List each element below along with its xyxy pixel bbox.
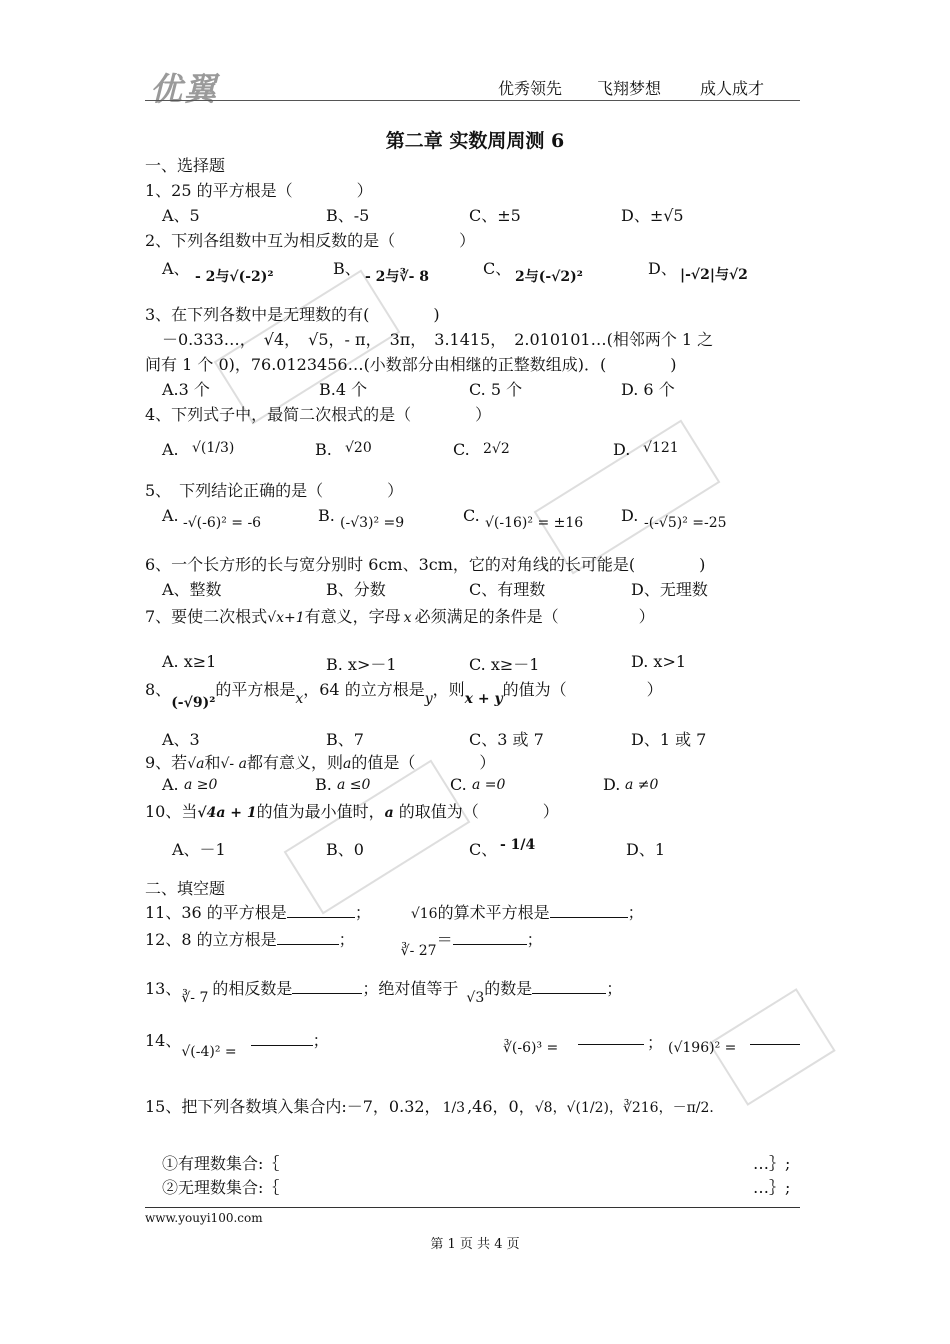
q14-part2: ； — [312, 1031, 329, 1050]
q4-option-b-math: √20 — [345, 440, 372, 456]
irrational-set-end: …｝; — [753, 1178, 791, 1197]
q14-math2: ∛(-6)³ = — [503, 1040, 559, 1056]
motto-2: 飞翔梦想 — [597, 79, 662, 98]
footer-url[interactable]: www.youyi100.com — [145, 1211, 263, 1225]
q9-option-c-math: a =0 — [472, 777, 506, 793]
q9-part4: 的值是（ ） — [351, 753, 496, 772]
q12-blank1[interactable] — [277, 930, 339, 945]
page-number: 第 1 页 共 4 页 — [430, 1237, 520, 1252]
q3-option-d[interactable]: D. 6 个 — [621, 380, 675, 399]
q12-blank2[interactable] — [453, 930, 527, 945]
q8-option-d[interactable]: D、1 或 7 — [631, 730, 707, 749]
q10-option-b[interactable]: B、0 — [326, 840, 364, 859]
q5-option-a-math: -√(-6)² = -6 — [183, 515, 262, 531]
q9-math3: a — [342, 756, 352, 772]
q10-option-c[interactable]: C、 — [469, 840, 498, 859]
q14-math3: (√196)² = — [668, 1040, 737, 1056]
q4-option-a[interactable]: A. — [162, 440, 179, 459]
q14-part3: ； — [647, 1033, 664, 1052]
q8-option-c[interactable]: C、3 或 7 — [469, 730, 544, 749]
q9-option-b[interactable]: B. — [315, 775, 332, 794]
q14 — [145, 1028, 329, 1060]
q10-option-d[interactable]: D、1 — [626, 840, 666, 859]
q9-math1: √a — [187, 756, 205, 772]
q9-option-a[interactable]: A. — [162, 775, 179, 794]
q4-option-b[interactable]: B. — [315, 440, 332, 459]
q13-part5: ； — [606, 979, 623, 998]
q5-option-d[interactable]: D. — [621, 506, 639, 525]
q14-blank2[interactable] — [578, 1030, 644, 1045]
q6-option-c[interactable]: C、有理数 — [469, 580, 546, 599]
q10-math2: a — [384, 805, 394, 821]
motto-3: 成人成才 — [700, 79, 765, 98]
q3-option-c[interactable]: C. 5 个 — [469, 380, 523, 399]
q2-option-b[interactable]: B、 — [333, 259, 361, 278]
q8-stem — [145, 677, 663, 711]
q7-stem-part1: 7、要使二次根式 — [145, 607, 268, 626]
q12-part3: ＝ — [436, 930, 453, 949]
q9-part3: 都有意义，则 — [246, 753, 343, 772]
q8-part3: ，64 的立方根是 — [303, 680, 425, 699]
q7-stem-x: x — [403, 610, 412, 626]
q15-math1: 1/3 — [442, 1100, 466, 1116]
q11-part4: ； — [627, 903, 644, 922]
q1-stem: 1、25 的平方根是（ ） — [145, 181, 373, 200]
q4-stem: 4、下列式子中，最简二次根式的是（ ） — [145, 405, 492, 424]
irrational-set-label: ②无理数集合:｛ — [162, 1178, 280, 1197]
q5-option-b[interactable]: B. — [318, 506, 335, 525]
q2-option-c[interactable]: C、 — [483, 259, 512, 278]
q6-option-a[interactable]: A、整数 — [162, 580, 222, 599]
section-heading-choice: 一、选择题 — [145, 156, 226, 175]
q15 — [145, 1094, 723, 1117]
q5-option-c-math: √(-16)² = ±16 — [485, 515, 584, 531]
q13-part4: 的数是 — [484, 979, 533, 998]
q11-blank2[interactable] — [550, 903, 628, 918]
q8-part4: ，则 — [432, 680, 465, 699]
q13-part2: 的相反数是 — [212, 979, 293, 998]
motto-1: 优秀领先 — [498, 79, 563, 98]
q15-part1: 15、把下列各数填入集合内:－7，0.32， — [145, 1097, 441, 1116]
q14-part1: 14、 — [145, 1031, 182, 1050]
q12 — [145, 927, 543, 959]
q2-option-c-math: 2与(-√2)² — [515, 269, 583, 285]
q9-stem — [145, 750, 495, 773]
q5-option-d-math: -(-√5)² =-25 — [644, 515, 727, 531]
q13-blank2[interactable] — [532, 979, 606, 994]
page-title: 第二章 实数周周测 6 — [385, 130, 565, 152]
q13-math2: √3 — [466, 990, 485, 1006]
q2-option-d-math: |-√2|与√2 — [680, 267, 748, 283]
q10-part3: 的取值为（ ） — [393, 802, 559, 821]
q12-part2: ； — [338, 930, 355, 949]
q14-blank1[interactable] — [251, 1031, 313, 1046]
q2-stem: 2、下列各组数中互为相反数的是（ ） — [145, 231, 476, 250]
q5-stem: 5、 下列结论正确的是（ ） — [145, 481, 404, 500]
q6-option-d[interactable]: D、无理数 — [631, 580, 708, 599]
q9-option-c[interactable]: C. — [450, 775, 467, 794]
q4-option-d-math: √121 — [643, 440, 679, 456]
q12-math1: ∛- 27 — [400, 943, 437, 959]
q4-option-c-math: 2√2 — [483, 441, 510, 457]
q7-stem-part2: 有意义，字母 — [304, 607, 401, 626]
q2-option-d[interactable]: D、 — [648, 259, 677, 278]
q13-blank1[interactable] — [292, 979, 362, 994]
q15-math2: √8，√(1/2)，∛216，－π/2． — [534, 1100, 724, 1116]
q9-option-d[interactable]: D. — [603, 775, 621, 794]
q8-math4: x + y — [464, 691, 503, 707]
q15-part2: ,46，0， — [467, 1097, 535, 1116]
q11-part3: 的算术平方根是 — [437, 903, 550, 922]
q8-math1: (-√9)² — [171, 695, 216, 711]
q10-part1: 10、当 — [145, 802, 198, 821]
rational-set-label: ①有理数集合:｛ — [162, 1154, 280, 1173]
q6-option-b[interactable]: B、分数 — [326, 580, 386, 599]
q11 — [145, 900, 644, 923]
q8-part5: 的值为（ ） — [502, 680, 663, 699]
q8-math2: x — [295, 691, 304, 707]
q9-option-b-math: a ≤0 — [337, 777, 371, 793]
section-heading-fill: 二、填空题 — [145, 879, 226, 898]
q14-blank3[interactable] — [750, 1030, 800, 1045]
q8-math3: y — [424, 691, 433, 707]
q1-option-b[interactable]: B、-5 — [326, 206, 370, 225]
q13-math1: ∛- 7 — [181, 990, 209, 1006]
q11-part1: 11、36 的平方根是 — [145, 903, 287, 922]
logo-text: 优翼 — [150, 70, 219, 108]
header-rule — [145, 100, 800, 101]
q7-stem-math: √x+1 — [267, 610, 305, 626]
q3-line3: 间有 1 个 0)，76.0123456…(小数部分由相继的正整数组成)．( ) — [145, 355, 677, 374]
q13-part3: ；绝对值等于 — [362, 979, 459, 998]
q3-stem: 3、在下列各数中是无理数的有( ) — [145, 305, 440, 324]
q7-option-d[interactable]: D. x>1 — [631, 652, 687, 671]
q10-part2: 的值为最小值时， — [256, 802, 385, 821]
q9-math2: √- a — [220, 756, 247, 772]
q7-stem-part3: 必须满足的条件是（ ） — [414, 607, 655, 626]
q9-option-d-math: a ≠0 — [625, 777, 659, 793]
q9-part1: 9、若 — [145, 753, 188, 772]
q11-math1: √16 — [410, 906, 438, 922]
q12-part4: ； — [526, 930, 543, 949]
q2-option-a[interactable]: A、 — [162, 259, 190, 278]
q12-part1: 12、8 的立方根是 — [145, 930, 277, 949]
q2-option-b-math: - 2与∛- 8 — [365, 269, 430, 285]
q1-option-c[interactable]: C、±5 — [469, 206, 521, 225]
q10-stem — [145, 799, 559, 822]
q4-option-a-math: √(1/3) — [192, 440, 235, 456]
q4-option-d[interactable]: D. — [613, 440, 631, 459]
q8-option-a[interactable]: A、3 — [162, 730, 200, 749]
q13 — [145, 976, 623, 1006]
watermark-frame — [284, 760, 471, 915]
footer-rule — [145, 1207, 800, 1208]
q6-stem: 6、一个长方形的长与宽分别时 6cm、3cm，它的对角线的长可能是( ) — [145, 555, 706, 574]
q3-line2: －0.333…， √4， √5，- π， 3π， 3.1415， 2.010101…(相邻两个 1 之 — [162, 330, 714, 349]
q14-math1: √(-4)² = — [181, 1044, 237, 1060]
q13-part1: 13、 — [145, 979, 182, 998]
q8-part2: 的平方根是 — [215, 680, 296, 699]
q2-option-a-math: - 2与√(-2)² — [195, 269, 274, 285]
q7-stem — [145, 604, 655, 627]
q3-option-a[interactable]: A.3 个 — [162, 380, 210, 399]
q5-option-a[interactable]: A. — [162, 506, 179, 525]
q10-math1: √4a + 1 — [197, 805, 257, 821]
q10-option-a[interactable]: A、－1 — [172, 840, 226, 859]
q7-option-c[interactable]: C. x≥－1 — [469, 655, 540, 674]
q4-option-c[interactable]: C. — [453, 440, 470, 459]
q7-option-a[interactable]: A. x≥1 — [162, 652, 217, 671]
q8-option-b[interactable]: B、7 — [326, 730, 364, 749]
q8-part1: 8、 — [145, 680, 172, 699]
q5-option-b-math: (-√3)² =9 — [340, 515, 405, 531]
rational-set-end: …｝; — [753, 1154, 791, 1173]
q7-option-b[interactable]: B. x>－1 — [326, 655, 397, 674]
q3-option-b[interactable]: B.4 个 — [319, 380, 368, 399]
q10-option-c-math: - 1/4 — [500, 837, 536, 853]
q11-part2: ； — [354, 903, 371, 922]
q11-blank1[interactable] — [287, 903, 355, 918]
q1-option-d[interactable]: D、±√5 — [621, 206, 684, 225]
q1-option-a[interactable]: A、5 — [162, 206, 200, 225]
q9-option-a-math: a ≥0 — [184, 777, 218, 793]
q9-part2: 和 — [204, 753, 221, 772]
q5-option-c[interactable]: C. — [463, 506, 480, 525]
